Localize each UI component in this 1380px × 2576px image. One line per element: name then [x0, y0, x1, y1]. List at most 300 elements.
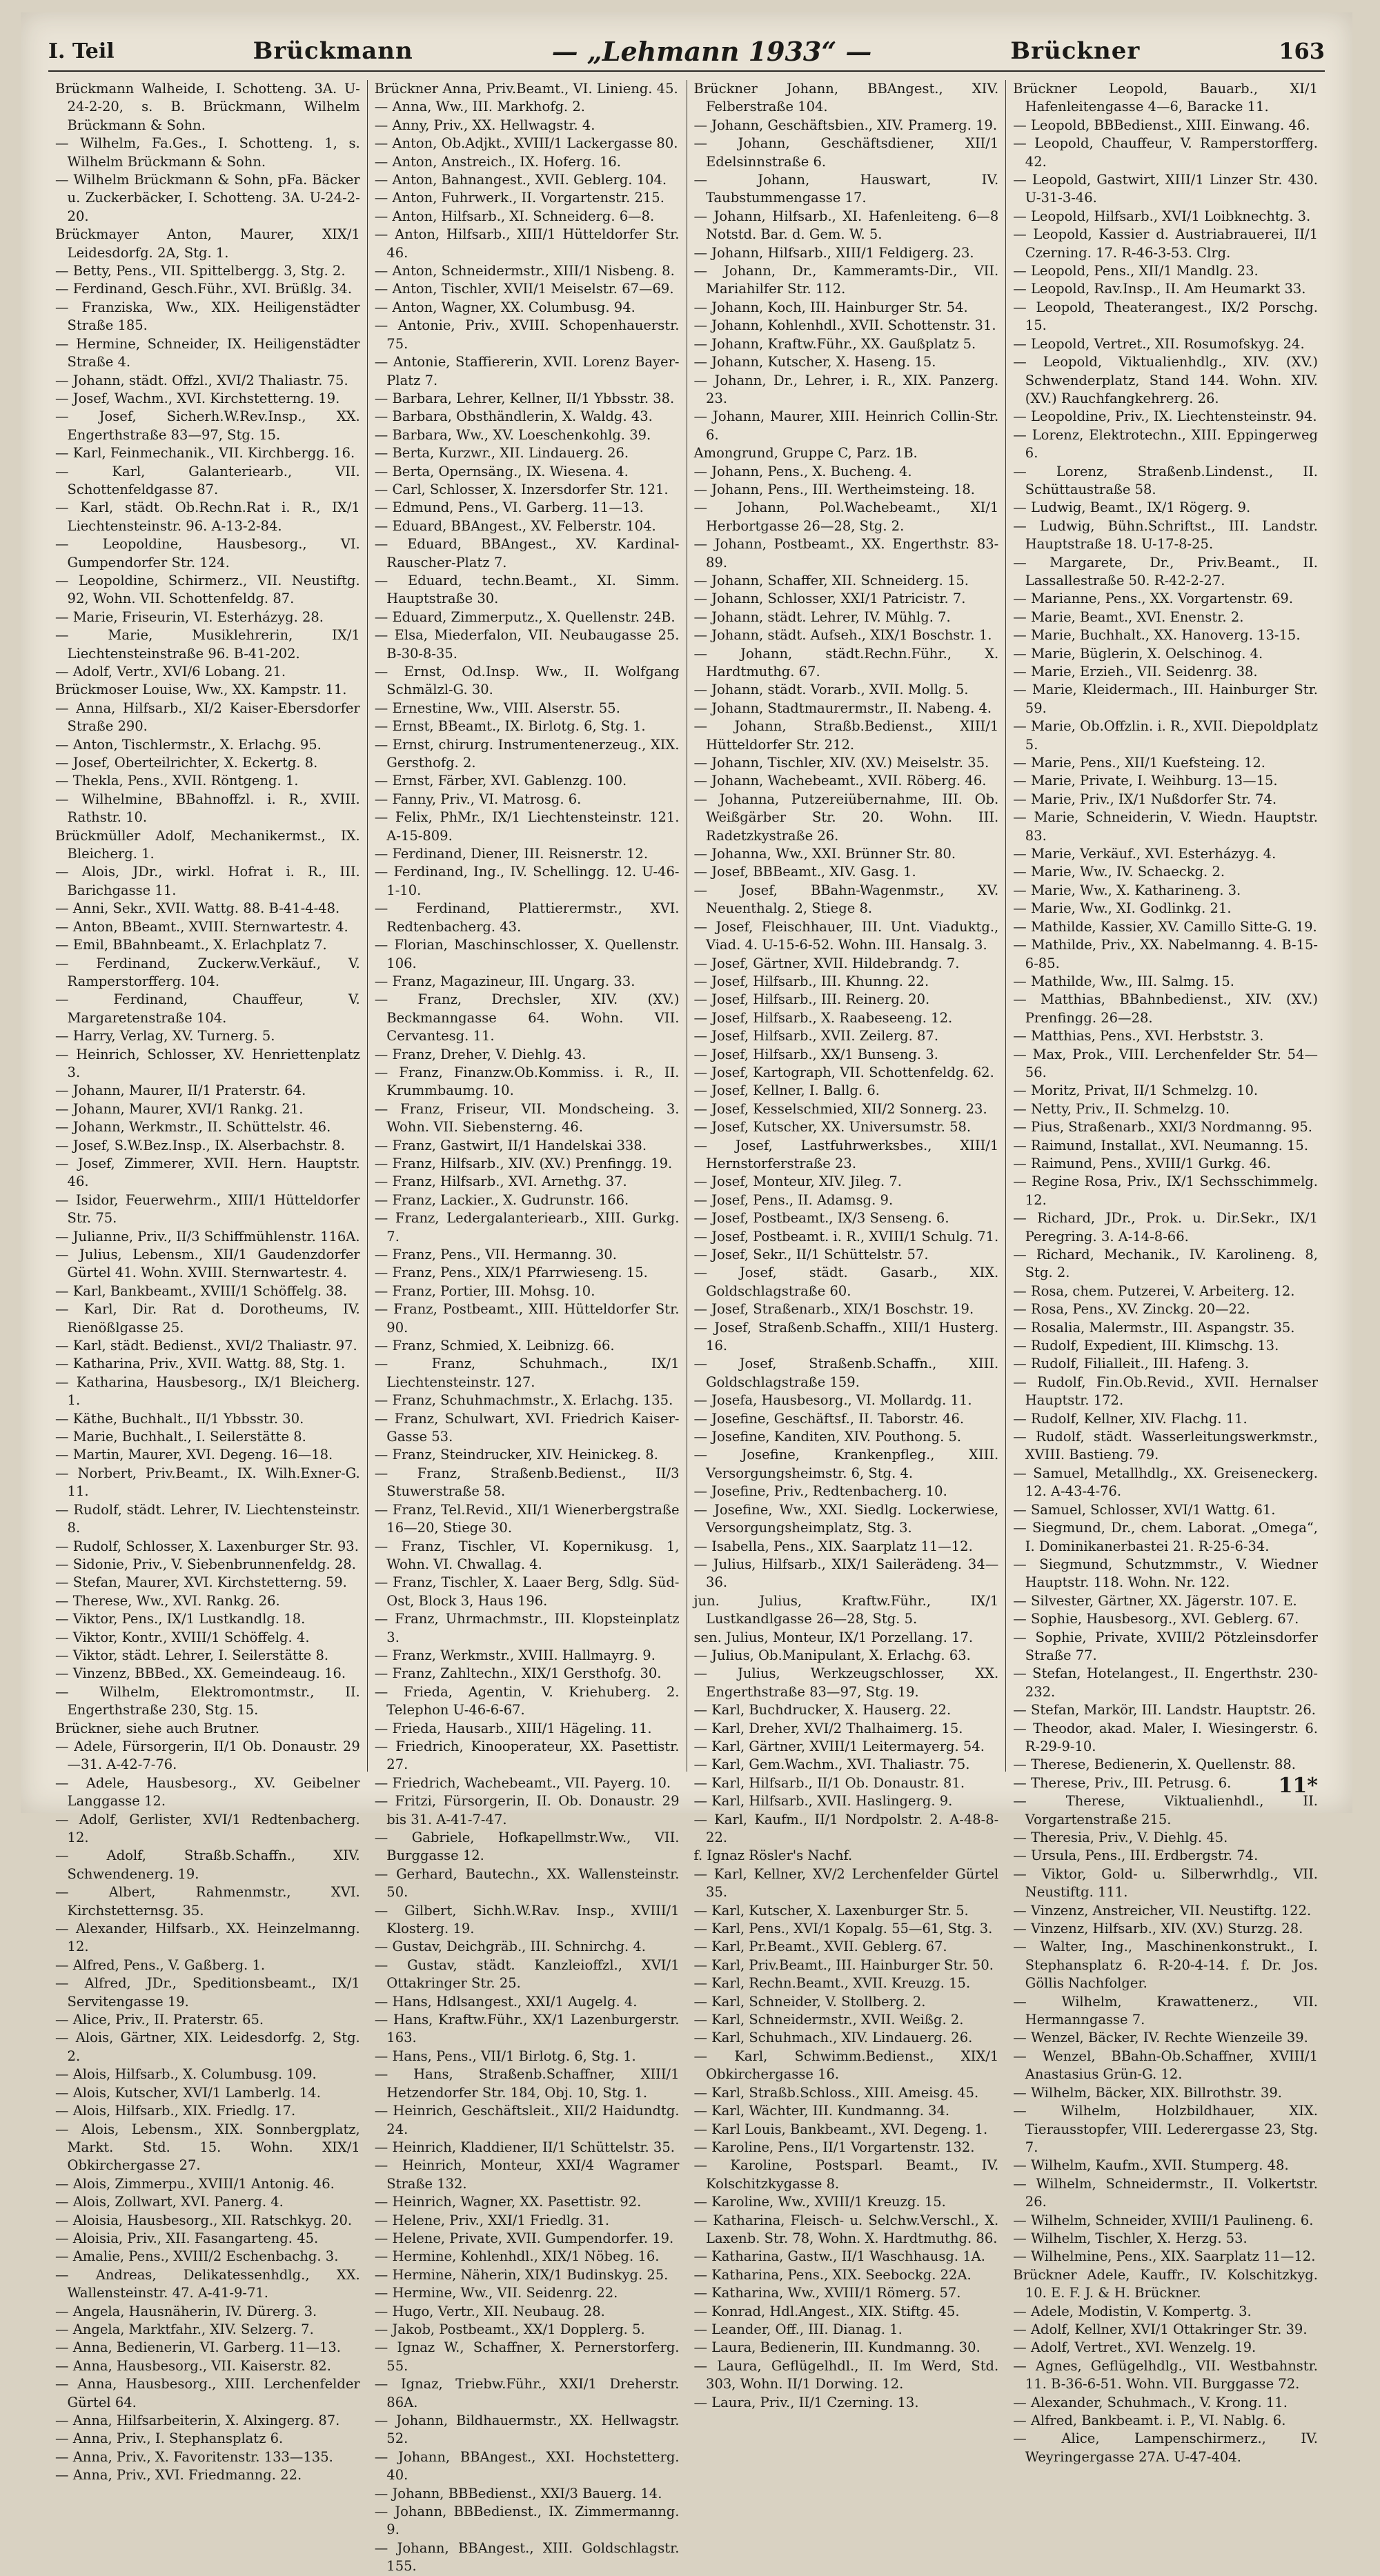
- directory-entry: — Franz, Straßenb.Bedienst., II/3 Stuwerstraße 58.: [374, 1465, 680, 1500]
- directory-entry: — Heinrich, Schlosser, XV. Henriettenplatz 3.: [55, 1046, 360, 1080]
- directory-entry: — Friedrich, Kinooperateur, XX. Pasettistr. 27.: [374, 1738, 680, 1773]
- directory-entry: — Gilbert, Sichh.W.Rav. Insp., XVIII/1 Klosterg. 19.: [374, 1902, 680, 1937]
- directory-entry: — Friedrich, Wachebeamt., VII. Payerg. 10.: [374, 1774, 671, 1791]
- directory-entry: Brückmayer Anton, Maurer, XIX/1 Leidesdorfg. 2A, Stg. 1.: [55, 226, 360, 261]
- directory-entry: — Johann, Maurer, XVI/1 Rankg. 21.: [55, 1100, 304, 1117]
- directory-entry: — Johann, Dr., Lehrer, i. R., XIX. Panzerg. 23.: [693, 372, 999, 406]
- directory-entry: — Adele, Hausbesorg., XV. Geibelner Langgasse 12.: [55, 1774, 360, 1810]
- directory-entry: — Adolf, Vertr., XVI/6 Lobang. 21.: [55, 664, 286, 680]
- directory-entry: — Katharina, Hausbesorg., IX/1 Bleicherg. 1.: [55, 1374, 360, 1409]
- directory-entry: — Wilhelm, Schneider, XVIII/1 Paulineng. 6.: [1013, 2212, 1314, 2228]
- directory-entry: — Karl, Kellner, XV/2 Lerchenfelder Gürtel 35.: [693, 1865, 999, 1901]
- directory-entry: — Ignaz, Triebw.Führ., XXI/1 Dreherstr. 86A.: [374, 2376, 680, 2410]
- directory-entry: — Franz, Drechsler, XIV. (XV.) Beckmanngasse 64. Wohn. VII. Cervantesg. 11.: [374, 991, 680, 1044]
- directory-entry: — Franz, Friseur, VII. Mondscheing. 3. Wohn. VII. Siebensterng. 46.: [374, 1100, 680, 1136]
- directory-entry: — Franz, Ledergalanteriearb., XIII. Gurkg. 7.: [374, 1210, 680, 1245]
- directory-entry: — Josef, Hilfsarb., III. Khunng. 22.: [693, 973, 929, 989]
- directory-entry: — Katharina, Fleisch- u. Selchw.Verschl., X. Laxenb. Str. 78, Wohn. X. Hardtmuthg. 86.: [693, 2212, 999, 2246]
- directory-entry: — Wilhelmine, Pens., XIX. Saarplatz 11—12.: [1013, 2248, 1316, 2265]
- directory-entry: — Ursula, Pens., III. Erdbergstr. 74.: [1013, 1847, 1259, 1864]
- directory-entry: — Johann, Maurer, II/1 Praterstr. 64.: [55, 1082, 306, 1099]
- publication-title: — „Lehmann 1933“ —: [551, 35, 872, 67]
- directory-entry: — Barbara, Ww., XV. Loeschenkohlg. 39.: [374, 426, 651, 443]
- directory-entry: — Karl, Schuhmach., XIV. Lindauerg. 26.: [693, 2030, 973, 2046]
- directory-entry: — Julianne, Priv., II/3 Schiffmühlenstr. 116A.: [55, 1228, 360, 1245]
- directory-entry: — Wenzel, BBahn-Ob.Schaffner, XVIII/1 Anastasius Grün-G. 12.: [1013, 2048, 1318, 2083]
- directory-entry: — Karl, Buchdrucker, X. Hauserg. 22.: [693, 1702, 952, 1718]
- directory-entry: — Anton, BBeamt., XVIII. Sternwartestr. 4.: [55, 918, 348, 935]
- directory-entry: — Käthe, Buchhalt., II/1 Ybbsstr. 30.: [55, 1410, 304, 1427]
- directory-entry: — Alice, Lampenschirmerz., IV. Weyringergasse 27A. U-47-404.: [1013, 2430, 1318, 2465]
- directory-entry: — Josefa, Hausbesorg., VI. Mollardg. 11.: [693, 1392, 972, 1409]
- directory-entry: — Karl, Priv.Beamt., III. Hainburger Str. 50.: [693, 1956, 994, 1973]
- page-number: 163: [1279, 38, 1325, 64]
- directory-entry: — Angela, Marktfahr., XIV. Selzerg. 7.: [55, 2321, 314, 2337]
- directory-entry: — Franziska, Ww., XIX. Heiligenstädter Straße 185.: [55, 299, 360, 334]
- directory-entry: — Anton, Ob.Adjkt., XVIII/1 Lackergasse 80.: [374, 135, 678, 152]
- directory-entry: — Anna, Bedienerin, VI. Garberg. 11—13.: [55, 2339, 341, 2356]
- directory-entry: — Anna, Priv., I. Stephansplatz 6.: [55, 2430, 284, 2447]
- directory-entry: Amongrund, Gruppe C, Parz. 1B.: [693, 445, 918, 462]
- directory-entry: — Karl, Galanteriearb., VII. Schottenfeldgasse 87.: [55, 463, 360, 497]
- directory-entry: — Julius, Werkzeugschlosser, XX. Engerthstraße 83—97, Stg. 19.: [693, 1665, 999, 1700]
- directory-entry: — Anton, Wagner, XX. Columbusg. 94.: [374, 299, 635, 315]
- directory-entry: — Marie, Friseurin, VI. Esterházyg. 28.: [55, 608, 324, 625]
- directory-entry: — Franz, Zahltechn., XIX/1 Gersthofg. 30.: [374, 1665, 662, 1682]
- directory-entry: — Johann, Hilfsarb., XIII/1 Feldigerg. 23.: [693, 244, 974, 261]
- directory-entry: — Franz, Postbeamt., XIII. Hütteldorfer Str. 90.: [374, 1301, 680, 1336]
- directory-entry: — Eduard, BBAngest., XV. Kardinal-Rauscher-Platz 7.: [374, 536, 680, 571]
- directory-entry: — Julius, Lebensm., XII/1 Gaudenzdorfer Gürtel 41. Wohn. XVIII. Sternwartestr. 4.: [55, 1247, 360, 1281]
- directory-entry: — Vinzenz, Anstreicher, VII. Neustiftg. 122.: [1013, 1902, 1312, 1919]
- directory-entry: — Hermine, Kohlenhdl., XIX/1 Nöbeg. 16.: [374, 2248, 660, 2265]
- directory-entry: — Josefine, Krankenpfleg., XIII. Versorgungsheimstr. 6, Stg. 4.: [693, 1447, 999, 1481]
- directory-entry: — Franz, Gastwirt, II/1 Handelskai 338.: [374, 1137, 647, 1153]
- directory-entry: — Johann, Kohlenhdl., XVII. Schottenstr. 31.: [693, 317, 996, 334]
- directory-entry: — Heinrich, Wagner, XX. Pasettistr. 92.: [374, 2194, 642, 2210]
- page-header: [48, 32, 1325, 72]
- directory-entry: — Johann, Maurer, XIII. Heinrich Collin-Str. 6.: [693, 408, 999, 443]
- directory-entry: — Alois, Kutscher, XVI/1 Lamberlg. 14.: [55, 2084, 321, 2101]
- directory-entry: — Viktor, Gold- u. Silberwrhdlg., VII. Neustiftg. 111.: [1013, 1865, 1318, 1901]
- directory-entry: — Johann, Stadtmaurermstr., II. Nabeng. 4.: [693, 700, 992, 716]
- directory-entry: — Hans, Hdlsangest., XXI/1 Augelg. 4.: [374, 1993, 638, 2010]
- directory-entry: — Karl, Wächter, III. Kundmanng. 34.: [693, 2103, 950, 2119]
- directory-entry: — Wilhelm, Bäcker, XIX. Billrothstr. 39.: [1013, 2084, 1282, 2101]
- directory-entry: — Hermine, Schneider, IX. Heiligenstädter Straße 4.: [55, 335, 360, 370]
- directory-entry: — Alois, Gärtner, XIX. Leidesdorfg. 2, Stg. 2.: [55, 2030, 360, 2064]
- directory-entry: — Josef, Kartograph, VII. Schottenfeldg. 62.: [693, 1064, 994, 1080]
- directory-entry: — Therese, Ww., XVI. Rankg. 26.: [55, 1592, 280, 1609]
- directory-entry: — Johann, Hauswart, IV. Taubstummengasse 17.: [693, 172, 999, 206]
- directory-entry: — Johann, städt. Vorarb., XVII. Mollg. 5.: [693, 682, 969, 698]
- directory-entry: — Josef, Straßenarb., XIX/1 Boschstr. 19.: [693, 1301, 974, 1318]
- directory-entry: — Marie, Pens., XII/1 Kuefsteing. 12.: [1013, 755, 1265, 771]
- directory-entry: — Matthias, BBahnbedienst., XIV. (XV.) Prenfingg. 26—28.: [1013, 991, 1318, 1026]
- directory-entry: — Karl, städt. Ob.Rechn.Rat i. R., IX/1 Liechtensteinstr. 96. A-13-2-84.: [55, 499, 360, 534]
- directory-entry: — Barbara, Lehrer, Kellner, II/1 Ybbsstr. 38.: [374, 390, 675, 406]
- directory-entry: — Fanny, Priv., VI. Matrosg. 6.: [374, 791, 582, 807]
- directory-entry: — Leopold, Pens., XII/1 Mandlg. 23.: [1013, 263, 1259, 279]
- directory-entry: — Franz, Schulwart, XVI. Friedrich Kaiser-Gasse 53.: [374, 1410, 680, 1445]
- directory-entry: — Regine Rosa, Priv., IX/1 Sechsschimmelg. 12.: [1013, 1173, 1318, 1208]
- directory-entry: — Katharina, Ww., XVIII/1 Römerg. 57.: [693, 2285, 961, 2301]
- directory-entry: — Raimund, Pens., XVIII/1 Gurkg. 46.: [1013, 1155, 1271, 1171]
- directory-entry: — Jakob, Postbeamt., XX/1 Dopplerg. 5.: [374, 2321, 645, 2337]
- directory-entry: — Antonie, Staffiererin, XVII. Lorenz Bayer-Platz 7.: [374, 354, 680, 388]
- directory-entry: — Karl, Schneidermstr., XVII. Weißg. 2.: [693, 2012, 964, 2028]
- directory-entry: — Josef, Wachm., XVI. Kirchstetterng. 19.: [55, 390, 340, 406]
- directory-entry: — Franz, Hilfsarb., XVI. Arnethg. 37.: [374, 1173, 627, 1190]
- directory-entry: Brückmoser Louise, Ww., XX. Kampstr. 11.: [55, 682, 347, 698]
- directory-entry: — Karl, Pr.Beamt., XVII. Geblerg. 67.: [693, 1939, 947, 1955]
- directory-entry: — Gustav, Deichgräb., III. Schnirchg. 4.: [374, 1939, 646, 1955]
- directory-entry: — Karl, Schwimm.Bedienst., XIX/1 Obkirchergasse 16.: [693, 2048, 999, 2083]
- directory-entry: — Karl, Feinmechanik., VII. Kirchbergg. 16.: [55, 445, 355, 462]
- directory-entry: — Johann, Pens., III. Wertheimsteing. 18.: [693, 481, 975, 497]
- directory-entry: — Rudolf, Kellner, XIV. Flachg. 11.: [1013, 1410, 1248, 1427]
- directory-entry: — Hermine, Ww., VII. Seidenrg. 22.: [374, 2285, 618, 2301]
- directory-entry: — Marie, Ww., XI. Godlinkg. 21.: [1013, 900, 1232, 917]
- directory-entry: — Johann, Koch, III. Hainburger Str. 54.: [693, 299, 968, 315]
- directory-entry: — Moritz, Privat, II/1 Schmelzg. 10.: [1013, 1082, 1259, 1099]
- directory-entry: — Johann, Geschäftsbien., XIV. Pramerg. 19.: [693, 117, 998, 133]
- directory-entry: — Anna, Ww., III. Markhofg. 2.: [374, 99, 585, 115]
- directory-entry: — Ferdinand, Chauffeur, V. Margaretenstraße 104.: [55, 991, 360, 1026]
- directory-entry: — Karl, Hilfsarb., XVII. Haslingerg. 9.: [693, 1793, 953, 1810]
- directory-entry: — Sophie, Private, XVIII/2 Pötzleinsdorfer Straße 77.: [1013, 1629, 1318, 1663]
- directory-entry: — Josefine, Geschäftsf., II. Taborstr. 46.: [693, 1410, 965, 1427]
- directory-entry: — Josef, Straßenb.Schaffn., XIII/1 Husterg. 16.: [693, 1319, 999, 1354]
- directory-entry: — Marie, Priv., IX/1 Nußdorfer Str. 74.: [1013, 791, 1277, 807]
- directory-entry: — Vinzenz, BBBed., XX. Gemeindeaug. 16.: [55, 1665, 346, 1682]
- directory-entry: — Marie, Kleidermach., III. Hainburger Str. 59.: [1013, 682, 1318, 716]
- directory-entry: — Katharina, Gastw., II/1 Waschhausg. 1A.: [693, 2248, 985, 2265]
- directory-entry: — Betty, Pens., VII. Spittelbergg. 3, Stg. 2.: [55, 263, 346, 279]
- directory-entry: — Anton, Tischler, XVII/1 Meiselstr. 67—69.: [374, 281, 674, 297]
- directory-entry: — Aloisia, Priv., XII. Fasangarteng. 45.: [55, 2230, 319, 2246]
- directory-entry: — Martin, Maurer, XVI. Degeng. 16—18.: [55, 1447, 333, 1463]
- directory-entry: — Marie, Ob.Offzlin. i. R., XVII. Diepoldplatz 5.: [1013, 718, 1318, 753]
- directory-entry: — Leopold, Rav.Insp., II. Am Heumarkt 33.: [1013, 281, 1306, 297]
- directory-entry: — Marie, Verkäuf., XVI. Esterházyg. 4.: [1013, 846, 1276, 862]
- directory-entry: — Julius, Hilfsarb., XIX/1 Sailerädeng. 34—36.: [693, 1556, 999, 1591]
- directory-entry: — Anna, Hilfsarb., XI/2 Kaiser-Ebersdorfer Straße 290.: [55, 700, 360, 735]
- directory-entry: — Anna, Hausbesorg., VII. Kaiserstr. 82.: [55, 2357, 331, 2374]
- directory-entry: — Johann, BBAngest., XIII. Goldschlagstr. 155.: [374, 2539, 680, 2575]
- directory-entry: — Leopold, Viktualienhdlg., XIV. (XV.) Schwenderplatz, Stand 144. Wohn. XIV. (XV.) Rauchfangkehrerg. 26.: [1013, 354, 1318, 406]
- directory-entry: — Franz, Werkmstr., XVIII. Hallmayrg. 9.: [374, 1647, 656, 1663]
- directory-entry: — Samuel, Metallhdlg., XX. Greiseneckerg. 12. A-43-4-76.: [1013, 1465, 1318, 1500]
- directory-entry: — Sidonie, Priv., V. Siebenbrunnenfeldg. 28.: [55, 1556, 356, 1572]
- directory-entry: — Marie, Erzieh., VII. Seidenrg. 38.: [1013, 664, 1258, 680]
- directory-entry: — Johann, Tischler, XIV. (XV.) Meiselstr. 35.: [693, 755, 989, 771]
- directory-entry: — Helene, Priv., XXI/1 Friedlg. 31.: [374, 2212, 610, 2228]
- directory-entry: — Rosa, Pens., XV. Zinckg. 20—22.: [1013, 1301, 1250, 1318]
- directory-entry: — Harry, Verlag, XV. Turnerg. 5.: [55, 1028, 275, 1044]
- directory-entry: — Theodor, akad. Maler, I. Wiesingerstr. 6. R-29-9-10.: [1013, 1720, 1318, 1754]
- directory-entry: — Emil, BBahnbeamt., X. Erlachplatz 7.: [55, 937, 327, 953]
- directory-entry: — Franz, Hilfsarb., XIV. (XV.) Prenfingg. 19.: [374, 1155, 673, 1171]
- directory-entry: — Alois, Zollwart, XVI. Panerg. 4.: [55, 2194, 284, 2210]
- directory-entry: — Rosa, chem. Putzerei, V. Arbeiterg. 12.: [1013, 1282, 1295, 1299]
- directory-entry: — Heinrich, Kladdiener, II/1 Schüttelstr. 35.: [374, 2139, 675, 2155]
- directory-entry: — Alois, JDr., wirkl. Hofrat i. R., III. Barichgasse 11.: [55, 864, 360, 898]
- directory-entry: — Franz, Dreher, V. Diehlg. 43.: [374, 1046, 586, 1062]
- directory-entry: — Johann, Werkmstr., II. Schüttelstr. 46.: [55, 1119, 331, 1136]
- directory-entry: — Franz, Magazineur, III. Ungarg. 33.: [374, 973, 635, 989]
- directory-entry: — Heinrich, Monteur, XXI/4 Wagramer Straße 132.: [374, 2157, 680, 2192]
- directory-entry: — Franz, Lackier., X. Gudrunstr. 166.: [374, 1191, 629, 1208]
- directory-entry: — Stefan, Maurer, XVI. Kirchstetterng. 59.: [55, 1574, 347, 1591]
- directory-entry: — Josefine, Priv., Redtenbacherg. 10.: [693, 1483, 947, 1500]
- directory-entry: — Josef, Pens., II. Adamsg. 9.: [693, 1191, 894, 1208]
- directory-entry: — Albert, Rahmenmstr., XVI. Kirchstetternsg. 35.: [55, 1884, 360, 1919]
- directory-entry: — Josef, Hilfsarb., X. Raabeseeng. 12.: [693, 1009, 953, 1026]
- directory-entry: — Johann, Schaffer, XII. Schneiderg. 15.: [693, 572, 969, 588]
- directory-entry: — Alexander, Hilfsarb., XX. Heinzelmanng. 12.: [55, 1921, 360, 1955]
- directory-entry: — Gustav, städt. Kanzleioffzl., XVI/1 Ottakringer Str. 25.: [374, 1956, 680, 1992]
- directory-entry: — Josefine, Kanditen, XIV. Pouthong. 5.: [693, 1429, 962, 1445]
- directory-entry: — Rudolf, städt. Lehrer, IV. Liechtensteinstr. 8.: [55, 1501, 360, 1536]
- directory-entry: — Johann, BBAngest., XXI. Hochstetterg. 40.: [374, 2448, 680, 2484]
- directory-entry: — Rudolf, Filialleit., III. Hafeng. 3.: [1013, 1356, 1250, 1372]
- directory-entry: — Karl, Hilfsarb., II/1 Ob. Donaustr. 81.: [693, 1774, 965, 1791]
- directory-entry: — Alfred, Bankbeamt. i. P., VI. Nablg. 6.: [1013, 2412, 1286, 2428]
- directory-entry: — Josef, Straßenb.Schaffn., XIII. Goldschlagstraße 159.: [693, 1356, 999, 1390]
- directory-entry: — Netty, Priv., II. Schmelzg. 10.: [1013, 1100, 1230, 1117]
- directory-entry: — Leopold, Hilfsarb., XVI/1 Loibknechtg. 3.: [1013, 208, 1311, 224]
- directory-entry: — Max, Prok., VIII. Lerchenfelder Str. 54—56.: [1013, 1046, 1318, 1080]
- directory-entry: — Franz, Pens., XIX/1 Pfarrwieseng. 15.: [374, 1265, 648, 1281]
- directory-entry: — Johanna, Putzereiübernahme, III. Ob. Weißgärber Str. 20. Wohn. III. Radetzkystraße 26.: [693, 791, 999, 844]
- directory-entry: — Heinrich, Geschäftsleit., XII/2 Haidundtg. 24.: [374, 2103, 680, 2137]
- directory-entry: — Hugo, Vertr., XII. Neubaug. 28.: [374, 2303, 605, 2319]
- directory-entry: — Gerhard, Bautechn., XX. Wallensteinstr. 50.: [374, 1865, 680, 1901]
- directory-entry: — Marianne, Pens., XX. Vorgartenstr. 69.: [1013, 591, 1294, 607]
- header-last-name: Brückner: [1010, 37, 1141, 65]
- directory-entry: — Josef, BBahn-Wagenmstr., XV. Neuenthalg. 2, Stiege 8.: [693, 882, 999, 917]
- directory-entry: — Alois, Zimmerpu., XVIII/1 Antonig. 46.: [55, 2175, 335, 2192]
- directory-entry: — Berta, Opernsäng., IX. Wiesena. 4.: [374, 463, 629, 479]
- directory-entry: — Adele, Fürsorgerin, II/1 Ob. Donaustr. 29—31. A-42-7-76.: [55, 1738, 360, 1773]
- directory-entry: — Norbert, Priv.Beamt., IX. Wilh.Exner-G. 11.: [55, 1465, 360, 1500]
- directory-entry: — Ferdinand, Diener, III. Reisnerstr. 12.: [374, 846, 649, 862]
- directory-entry: — Mathilde, Kassier, XV. Camillo Sitte-G. 19.: [1013, 918, 1317, 935]
- directory-entry: — Felix, PhMr., IX/1 Liechtensteinstr. 121. A-15-809.: [374, 809, 680, 844]
- directory-entry: — Johann, Straßb.Bedienst., XIII/1 Hütteldorfer Str. 212.: [693, 718, 999, 753]
- directory-entry: — Franz, Steindrucker, XIV. Heinickeg. 8.: [374, 1447, 658, 1463]
- part-label: I. Teil: [48, 39, 115, 63]
- directory-entry: — Isabella, Pens., XIX. Saarplatz 11—12.: [693, 1538, 973, 1554]
- directory-entry: — Karl Louis, Bankbeamt., XVI. Degeng. 1.: [693, 2121, 988, 2137]
- directory-entry: — Laura, Priv., II/1 Czerning. 13.: [693, 2394, 919, 2410]
- directory-entry: — Leander, Off., III. Dianag. 1.: [693, 2321, 903, 2337]
- directory-entry: — Franz, Schuhmach., IX/1 Liechtensteinstr. 127.: [374, 1356, 680, 1390]
- directory-entry: — Johann, Pens., X. Bucheng. 4.: [693, 463, 912, 479]
- directory-entry: — Ignaz W., Schaffner, X. Pernerstorferg. 55.: [374, 2339, 680, 2374]
- directory-entry: — Leopoldine, Schirmerz., VII. Neustiftg. 92, Wohn. VII. Schottenfeldg. 87.: [55, 572, 360, 607]
- directory-entry: — Marie, Musiklehrerin, IX/1 Liechtensteinstraße 96. B-41-202.: [55, 627, 360, 662]
- directory-entry: jun. Julius, Kraftw.Führ., IX/1 Lustkandlgasse 26—28, Stg. 5.: [693, 1592, 999, 1627]
- directory-entry: — Sophie, Hausbesorg., XVI. Geblerg. 67.: [1013, 1611, 1299, 1627]
- directory-entry: — Leopold, Kassier d. Austriabrauerei, II/1 Czerning. 17. R-46-3-53. Clrg.: [1013, 226, 1318, 261]
- directory-entry: — Viktor, Kontr., XVIII/1 Schöffelg. 4.: [55, 1629, 310, 1645]
- directory-entry: — Adolf, Straßb.Schaffn., XIV. Schwendenerg. 19.: [55, 1847, 360, 1882]
- directory-page: [21, 12, 1352, 2575]
- directory-entry: — Rudolf, Schlosser, X. Laxenburger Str. 93.: [55, 1538, 359, 1554]
- directory-entry: — Karoline, Postsparl. Beamt., IV. Kolschitzkygasse 8.: [693, 2157, 999, 2192]
- directory-entry: — Wilhelm, Elektromontmstr., II. Engerthstraße 230, Stg. 15.: [55, 1683, 360, 1718]
- directory-entry: — Alois, Hilfsarb., X. Columbusg. 109.: [55, 2066, 317, 2083]
- directory-entry: — Katharina, Priv., XVII. Wattg. 88, Stg. 1.: [55, 1356, 346, 1372]
- directory-entry: — Matthias, Pens., XVI. Herbststr. 3.: [1013, 1028, 1264, 1044]
- directory-entry: — Viktor, Pens., IX/1 Lustkandlg. 18.: [55, 1611, 306, 1627]
- directory-entry: — Vinzenz, Hilfsarb., XIV. (XV.) Sturzg. 28.: [1013, 1921, 1303, 1937]
- directory-entry: — Frieda, Hausarb., XIII/1 Hägeling. 11.: [374, 1720, 652, 1736]
- directory-entry: — Karl, Dreher, XVI/2 Thalhaimerg. 15.: [693, 1720, 963, 1736]
- directory-columns: [48, 80, 1325, 2575]
- directory-entry: — Franz, Tel.Revid., XII/1 Wienerbergstraße 16—20, Stiege 30.: [374, 1501, 680, 1536]
- directory-entry: — Johann, städt. Lehrer, IV. Mühlg. 7.: [693, 608, 951, 625]
- directory-entry: sen. Julius, Monteur, IX/1 Porzellang. 17.: [693, 1629, 974, 1645]
- directory-entry: Brückner Johann, BBAngest., XIV. Felberstraße 104.: [693, 81, 999, 115]
- directory-entry: — Josef, Hilfsarb., XVII. Zeilerg. 87.: [693, 1028, 939, 1044]
- directory-entry: — Johann, Kutscher, X. Haseng. 15.: [693, 354, 936, 370]
- directory-entry: — Wilhelm, Holzbildhauer, XIX. Tierausstopfer, VIII. Lederergasse 23, Stg. 7.: [1013, 2103, 1318, 2155]
- directory-entry: — Marie, Buchhalt., I. Seilerstätte 8.: [55, 1429, 306, 1445]
- directory-entry: — Therese, Viktualienhdl., II. Vorgartenstraße 215.: [1013, 1793, 1318, 1827]
- directory-entry: — Richard, JDr., Prok. u. Dir.Sekr., IX/1 Peregring. 3. A-14-8-66.: [1013, 1210, 1318, 1245]
- header-first-name: Brückmann: [253, 37, 413, 65]
- directory-entry: — Hans, Kraftw.Führ., XX/1 Lazenburgerstr. 163.: [374, 2012, 680, 2046]
- directory-entry: — Siegmund, Dr., chem. Laborat. „Omega“, I. Dominikanerbastei 21. R-25-6-34.: [1013, 1520, 1318, 1554]
- directory-entry: — Leopold, BBBedienst., XIII. Einwang. 46.: [1013, 117, 1310, 133]
- directory-entry: — Lorenz, Elektrotechn., XIII. Eppingerweg 6.: [1013, 426, 1318, 462]
- directory-entry: — Wilhelm, Schneidermstr., II. Volkertstr. 26.: [1013, 2175, 1318, 2210]
- directory-entry: — Anton, Anstreich., IX. Hoferg. 16.: [374, 153, 621, 170]
- directory-entry: — Franz, Uhrmachmstr., III. Klopsteinplatz 3.: [374, 1611, 680, 1645]
- directory-entry: — Ernst, Od.Insp. Ww., II. Wolfgang Schmälzl-G. 30.: [374, 664, 680, 698]
- directory-entry: — Marie, Ww., IV. Schaeckg. 2.: [1013, 864, 1225, 880]
- directory-entry: — Josef, Kellner, I. Ballg. 6.: [693, 1082, 880, 1099]
- directory-entry: — Antonie, Priv., XVIII. Schopenhauerstr. 75.: [374, 317, 680, 352]
- directory-entry: — Ernst, chirurg. Instrumentenerzeug., XIX. Gersthofg. 2.: [374, 736, 680, 771]
- directory-entry: — Johann, Kraftw.Führ., XX. Gaußplatz 5.: [693, 335, 976, 352]
- directory-entry: Brückner Leopold, Bauarb., XI/1 Hafenleitengasse 4—6, Baracke 11.: [1013, 81, 1318, 115]
- directory-entry: — Wilhelm, Krawattenerz., VII. Hermanngasse 7.: [1013, 1993, 1318, 2028]
- directory-entry: — Josef, Sekr., II/1 Schüttelstr. 57.: [693, 1247, 929, 1262]
- directory-entry: — Marie, Buchhalt., XX. Hanoverg. 13-15.: [1013, 627, 1301, 644]
- directory-entry: Brückner Adele, Kauffr., IV. Kolschitzkyg. 10. E. F. J. & H. Brückner.: [1013, 2266, 1318, 2301]
- directory-entry: — Therese, Priv., III. Petrusg. 6.: [1013, 1774, 1232, 1791]
- directory-entry: — Rosalia, Malermstr., III. Aspangstr. 35.: [1013, 1319, 1295, 1336]
- directory-entry: — Ferdinand, Zuckerw.Verkäuf., V. Ramperstorfferg. 104.: [55, 955, 360, 989]
- directory-entry: — Josef, S.W.Bez.Insp., IX. Alserbachstr. 8.: [55, 1137, 345, 1153]
- directory-entry: — Josef, Kesselschmied, XII/2 Sonnerg. 23.: [693, 1100, 987, 1117]
- directory-entry: — Franz, Pens., VII. Hermanng. 30.: [374, 1247, 617, 1262]
- directory-entry: — Josef, Hilfsarb., XX/1 Bunseng. 3.: [693, 1046, 938, 1062]
- directory-entry: — Franz, Finanzw.Ob.Kommiss. i. R., II. Krummbaumg. 10.: [374, 1064, 680, 1099]
- directory-entry: — Josef, Monteur, XIV. Jileg. 7.: [693, 1173, 902, 1190]
- directory-entry: — Anton, Fuhrwerk., II. Vorgartenstr. 215.: [374, 190, 664, 206]
- directory-entry: — Josef, Hilfsarb., III. Reinerg. 20.: [693, 991, 930, 1008]
- directory-entry: — Johanna, Ww., XXI. Brünner Str. 80.: [693, 846, 956, 862]
- directory-entry: — Hermine, Näherin, XIX/1 Budinskyg. 25.: [374, 2266, 669, 2283]
- directory-entry: — Ludwig, Beamt., IX/1 Rögerg. 9.: [1013, 499, 1251, 516]
- directory-entry: — Barbara, Obsthändlerin, X. Waldg. 43.: [374, 408, 653, 425]
- directory-entry: — Theresia, Priv., V. Diehlg. 45.: [1013, 1830, 1228, 1845]
- directory-entry: — Therese, Bedienerin, X. Quellenstr. 88.: [1013, 1756, 1296, 1773]
- directory-entry: — Marie, Schneiderin, V. Wiedn. Hauptstr. 83.: [1013, 809, 1318, 844]
- directory-entry: — Andreas, Delikatessenhdlg., XX. Wallensteinstr. 47. A-41-9-71.: [55, 2266, 360, 2301]
- directory-entry: Brückmann Walheide, I. Schotteng. 3A. U-24-2-20, s. B. Brückmann, Wilhelm Brückmann & Sohn.: [55, 81, 360, 133]
- directory-entry: — Mathilde, Priv., XX. Nabelmanng. 4. B-15-6-85.: [1013, 937, 1318, 971]
- directory-entry: — Laura, Geflügelhdl., II. Im Werd, Std. 303, Wohn. II/1 Dorwing. 12.: [693, 2357, 999, 2392]
- directory-entry: — Marie, Büglerin, X. Oelschinog. 4.: [1013, 645, 1263, 662]
- directory-entry: — Carl, Schlosser, X. Inzersdorfer Str. 121.: [374, 481, 669, 497]
- directory-entry: — Eduard, Zimmerputz., X. Quellenstr. 24B.: [374, 608, 676, 625]
- directory-entry: — Raimund, Installat., XVI. Neumanng. 15.: [1013, 1137, 1309, 1153]
- directory-entry: — Franz, Tischler, VI. Kopernikusg. 1, Wohn. VI. Chwallag. 4.: [374, 1538, 680, 1572]
- directory-entry: — Ferdinand, Plattierermstr., XVI. Redtenbacherg. 43.: [374, 900, 680, 935]
- directory-entry: — Johann, Wachebeamt., XVII. Röberg. 46.: [693, 773, 987, 789]
- directory-entry: — Viktor, städt. Lehrer, I. Seilerstätte 8.: [55, 1647, 329, 1663]
- directory-entry: — Anton, Bahnangest., XVII. Geblerg. 104.: [374, 172, 667, 188]
- directory-entry: — Adolf, Gerlister, XVI/1 Redtenbacherg. 12.: [55, 1811, 360, 1845]
- directory-entry: — Johann, Hilfsarb., XI. Hafenleiteng. 6—8 Notstd. Bar. d. Gem. W. 5.: [693, 208, 999, 243]
- directory-entry: — Josef, Lastfuhrwerksbes., XIII/1 Hernstorferstraße 23.: [693, 1137, 999, 1171]
- directory-entry: Brückmüller Adolf, Mechanikermst., IX. Bleicherg. 1.: [55, 827, 360, 862]
- directory-entry: — Anton, Schneidermstr., XIII/1 Nisbeng. 8.: [374, 263, 675, 279]
- directory-entry: Brückner, siehe auch Brutner.: [55, 1720, 260, 1736]
- directory-entry: — Ferdinand, Ing., IV. Schellingg. 12. U-46-1-10.: [374, 864, 680, 898]
- directory-entry: — Karl, Schneider, V. Stollberg. 2.: [693, 1993, 926, 2010]
- directory-entry: — Alois, Hilfsarb., XIX. Friedlg. 17.: [55, 2103, 296, 2119]
- directory-entry: — Alfred, JDr., Speditionsbeamt., IX/1 Servitengasse 19.: [55, 1975, 360, 2010]
- directory-entry: — Wilhelm Brückmann & Sohn, pFa. Bäcker u. Zuckerbäcker, I. Schotteng. 3A. U-24-2-20.: [55, 172, 360, 224]
- directory-entry: — Adolf, Kellner, XVI/1 Ottakringer Str. 39.: [1013, 2321, 1308, 2337]
- directory-entry: — Johann, Geschäftsdiener, XII/1 Edelsinnstraße 6.: [693, 135, 999, 170]
- directory-entry: — Anton, Tischlermstr., X. Erlachg. 95.: [55, 736, 322, 753]
- directory-entry: — Mathilde, Ww., III. Salmg. 15.: [1013, 973, 1234, 989]
- directory-entry: — Karl, Gem.Wachm., XVI. Thaliastr. 75.: [693, 1756, 970, 1773]
- column-4: [1006, 80, 1325, 2465]
- directory-entry: — Berta, Kurzwr., XII. Lindauerg. 26.: [374, 445, 629, 462]
- directory-entry: — Elsa, Miederfalon, VII. Neubaugasse 25. B-30-8-35.: [374, 627, 680, 662]
- directory-entry: — Johann, städt.Rechn.Führ., X. Hardtmuthg. 67.: [693, 645, 999, 680]
- column-3: [687, 80, 1007, 2410]
- directory-entry: — Wilhelmine, BBahnoffzl. i. R., XVIII. Rathstr. 10.: [55, 791, 360, 826]
- directory-entry: — Florian, Maschinschlosser, X. Quellenstr. 106.: [374, 937, 680, 971]
- directory-entry: Brückner Anna, Priv.Beamt., VI. Linieng. 45.: [374, 81, 678, 97]
- directory-entry: — Josef, BBBeamt., XIV. Gasg. 1.: [693, 864, 916, 880]
- directory-entry: — Eduard, techn.Beamt., XI. Simm. Hauptstraße 30.: [374, 572, 680, 607]
- directory-entry: — Amalie, Pens., XVIII/2 Eschenbachg. 3.: [55, 2248, 339, 2265]
- directory-entry: — Josef, Zimmerer, XVII. Hern. Hauptstr. 46.: [55, 1155, 360, 1190]
- directory-entry: — Rudolf, Expedient, III. Klimschg. 13.: [1013, 1338, 1279, 1354]
- directory-entry: — Pius, Straßenarb., XXI/3 Nordmanng. 95.: [1013, 1119, 1312, 1136]
- directory-entry: — Franz, Portier, III. Mohsg. 10.: [374, 1282, 595, 1299]
- column-2: [368, 80, 687, 2575]
- directory-entry: — Wenzel, Bäcker, IV. Rechte Wienzeile 39.: [1013, 2030, 1308, 2046]
- directory-entry: — Leopold, Vertret., XII. Rosumofskyg. 24.: [1013, 335, 1305, 352]
- directory-entry: — Anna, Hausbesorg., XIII. Lerchenfelder Gürtel 64.: [55, 2376, 360, 2410]
- directory-entry: — Konrad, Hdl.Angest., XIX. Stiftg. 45.: [693, 2303, 960, 2319]
- directory-entry: — Josef, Fleischhauer, III. Unt. Viaduktg., Viad. 4. U-15-6-52. Wohn. III. Hansalg. 3.: [693, 918, 999, 953]
- directory-entry: — Johann, Schlosser, XXI/1 Patricistr. 7.: [693, 591, 966, 607]
- directory-entry: — Lorenz, Straßenb.Lindenst., II. Schüttaustraße 58.: [1013, 463, 1318, 497]
